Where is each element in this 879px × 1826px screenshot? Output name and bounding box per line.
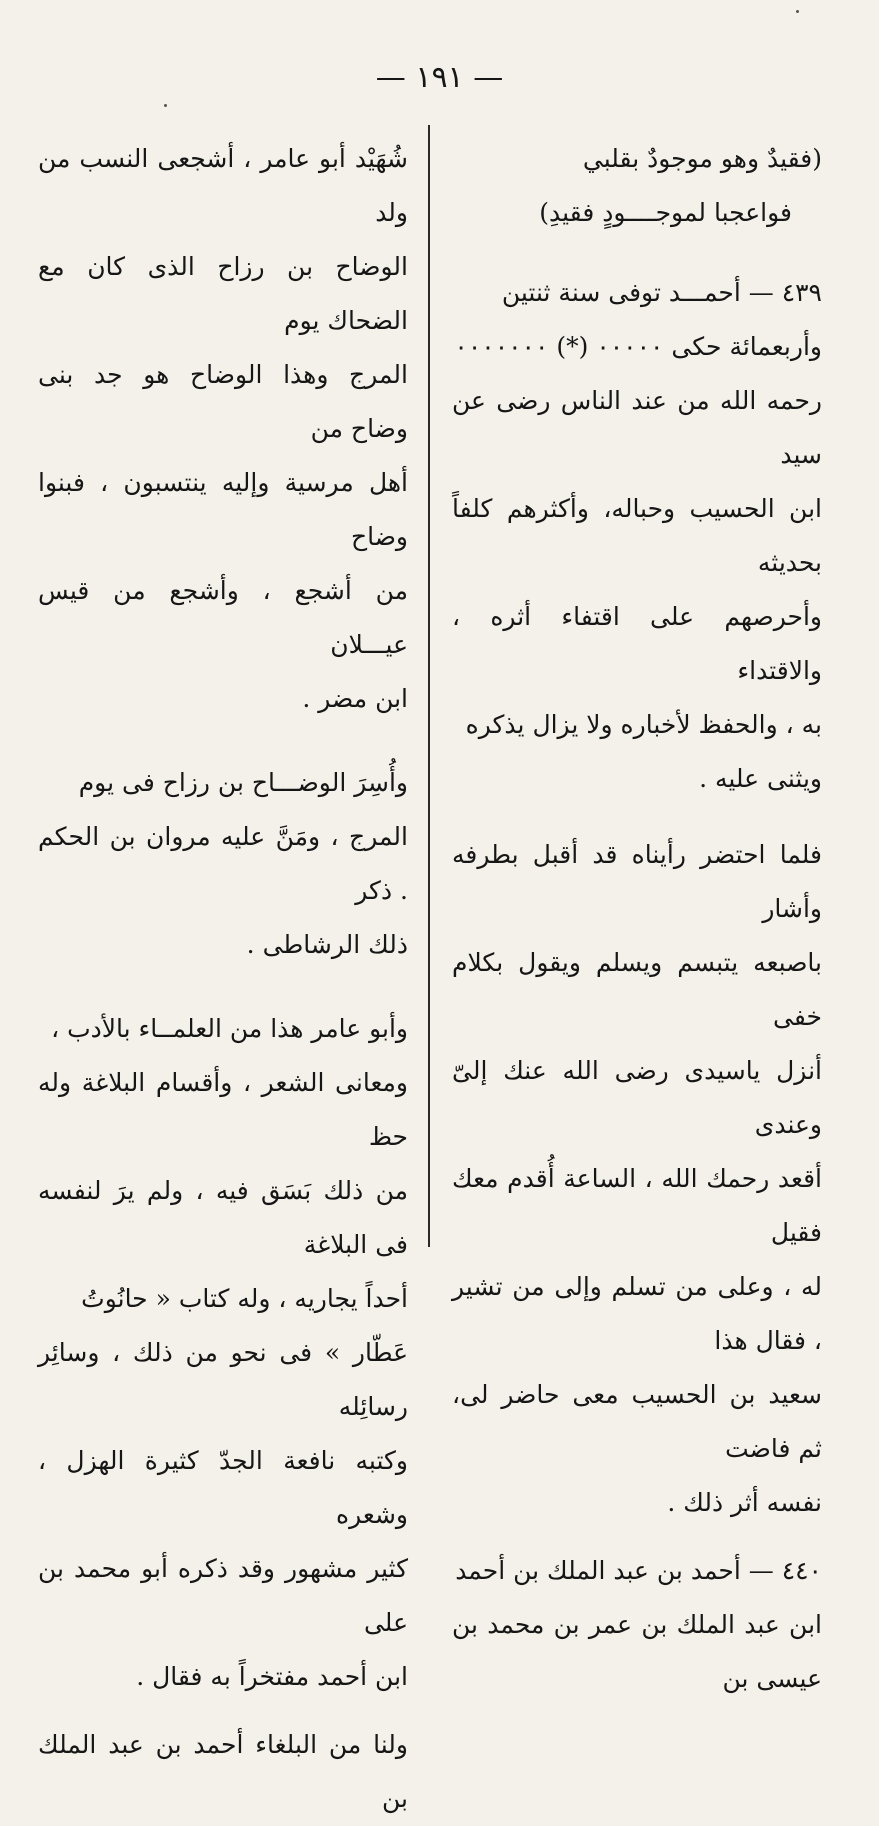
right-column bbox=[452, 132, 822, 1706]
left-paragraph-3: وأبو عامر هذا من العلمــاء بالأدب ، ومعانى الشعر ، وأقسام البلاغة وله حظ من ذلك بَسَق فيه ، ولم يرَ لنفسه فى البلاغة أحداً يجاريه ، وله كتاب « حانُوتُ عَطّار » فى نحو من ذلك ، وسائِر رسائِله وكتبه نافعة الجدّ كثيرة الهزل ، وشعره كثير مشهور وقد ذكره أبو محمد بن على ابن أحمد مفتخراً به فقال . bbox=[38, 1014, 408, 1691]
verse-line-first: (فقيدٌ وهو موجودٌ بقلبي bbox=[582, 144, 822, 173]
left-paragraph-4: ولنا من البلغاء أحمد بن عبد الملك بن bbox=[38, 1730, 408, 1813]
entry-439-paragraph: ٤٣٩ — أحمـــد توفى سنة ثنتين وأربعمائة حكى ٠٠٠٠٠ (*) ٠٠٠٠٠٠٠ رحمه الله من عند الناس رضى عن سيد ابن الحسيب وحباله، وأكثرهم كلفاً بحديثه وأحرصهم على اقتفاء أثره ، والاقتداء به ، والحفظ لأخباره ولا يزال يذكره ويثنى عليه . bbox=[452, 278, 822, 793]
verse-line-second: فواعجبا لموجــــودٍ فقيدِ) bbox=[539, 198, 792, 227]
left-column bbox=[38, 132, 408, 1826]
entry-440-paragraph: ٤٤٠ — أحمد بن عبد الملك بن أحمد ابن عبد الملك بن عمر بن محمد بن عيسى بن bbox=[452, 1556, 822, 1693]
column-divider bbox=[428, 125, 430, 1247]
print-speck bbox=[164, 104, 167, 107]
page-number: — ١٩١ — bbox=[375, 60, 504, 95]
entry-439-continuation-paragraph: فلما احتضر رأيناه قد أقبل بطرفه وأشار باصبعه يتبسم ويسلم ويقول بكلام خفى أنزل ياسيدى رضى الله عنك إلىّ وعندى أقعد رحمك الله ، الساعة أُقدم معك فقيل له ، وعلى من تسلم وإلى من تشير ، فقال هذا سعيد بن الحسيب معى حاضر لى، ثم فاضت نفسه أثر ذلك . bbox=[452, 840, 822, 1517]
left-paragraph-1: شُهَيْد أبو عامر ، أشجعى النسب من ولد الوضاح بن رزاح الذى كان مع الضحاك يوم المرج وهذا الوضاح هو جد بنى وضاح من أهل مرسية وإليه ينتسبون ، فبنوا وضاح من أشجع ، وأشجع من قيس عيـــلان ابن مضر . bbox=[38, 144, 408, 713]
left-paragraph-2: وأُسِرَ الوضـــاح بن رزاح فى يوم المرج ، ومَنَّ عليه مروان بن الحكم . ذكر ذلك الرشاطى . bbox=[38, 768, 408, 959]
verse-couplet bbox=[452, 132, 822, 240]
print-speck bbox=[796, 10, 799, 13]
